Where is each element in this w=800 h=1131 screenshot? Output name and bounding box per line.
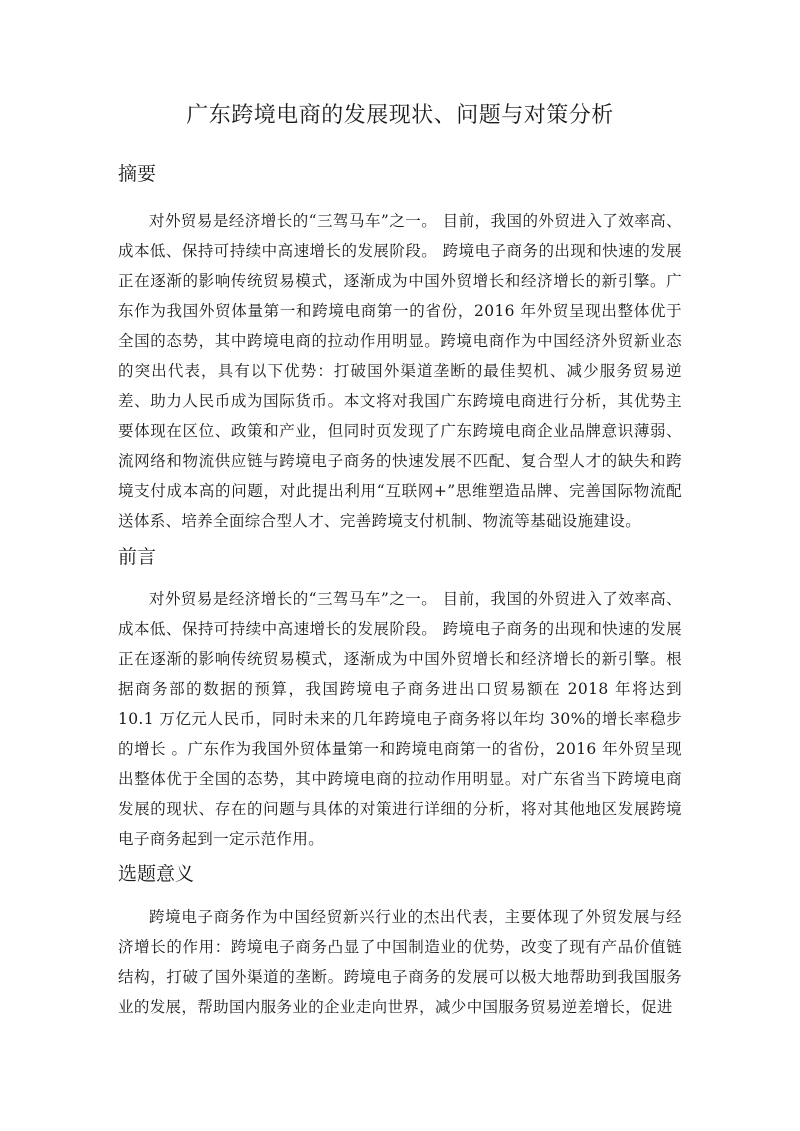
section-heading-significance: 选题意义 [118,863,195,885]
section-heading-preface: 前言 [118,546,157,568]
document-title: 广东跨境电商的发展现状、问题与对策分析 [186,103,614,128]
section-body-abstract: 对外贸易是经济增长的“三驾马车”之一。 目前，我国的外贸进入了效率高、成本低、保持可持续中高速增长的发展阶段。 跨境电子商务的出现和快速的发展正在逐渐的影响传统贸易模式，逐渐成为中国外贸增长和经济增长的新引擎。广东作为我国外贸体量第一和跨境电商第一的省份，2016 年外贸呈现出整体优于全国的态势，其中跨境电商的拉动作用明显。跨境电商作为中国经济外贸新业态的突出代表，具有以下优势：打破国外渠道垄断的最佳契机、减少服务贸易逆差、助力人民币成为国际货币。本文将对我国广东跨境电商进行分析，其优势主要体现在区位、政策和产业，但同时页发现了广东跨境电商企业品牌意识薄弱、流网络和物流供应链与跨境电子商务的快速发展不匹配、复合型人才的缺失和跨境支付成本高的问题，对此提出利用“互联网+”思维塑造品牌、完善国际物流配送体系、培养全面综合型人才、完善跨境支付机制、物流等基础设施建设。 [118,212,682,530]
section-body-preface: 对外贸易是经济增长的“三驾马车”之一。 目前，我国的外贸进入了效率高、成本低、保持可持续中高速增长的发展阶段。 跨境电子商务的出现和快速的发展正在逐渐的影响传统贸易模式，逐渐成为中国外贸增长和经济增长的新引擎。根据商务部的数据的预算，我国跨境电子商务进出口贸易额在 2018 年将达到 10.1 万亿元人民币，同时未来的几年跨境电子商务将以年均 30%的增长率稳步的增长 。广东作为我国外贸体量第一和跨境电商第一的省份，2016 年外贸呈现出整体优于全国的态势，其中跨境电商的拉动作用明显。对广东省当下跨境电商发展的现状、存在的问题与具体的对策进行详细的分析，将对其他地区发展跨境电子商务起到一定示范作用。 [118,590,682,848]
section-heading-abstract: 摘要 [118,163,157,185]
section-body-significance: 跨境电子商务作为中国经贸新兴行业的杰出代表，主要体现了外贸发展与经济增长的作用：跨境电子商务凸显了中国制造业的优势，改变了现有产品价值链结构，打破了国外渠道的垄断。跨境电子商务的发展可以极大地帮助到我国服务业的发展，帮助国内服务业的企业走向世界，减少中国服务贸易逆差增长，促进 [118,908,682,1016]
